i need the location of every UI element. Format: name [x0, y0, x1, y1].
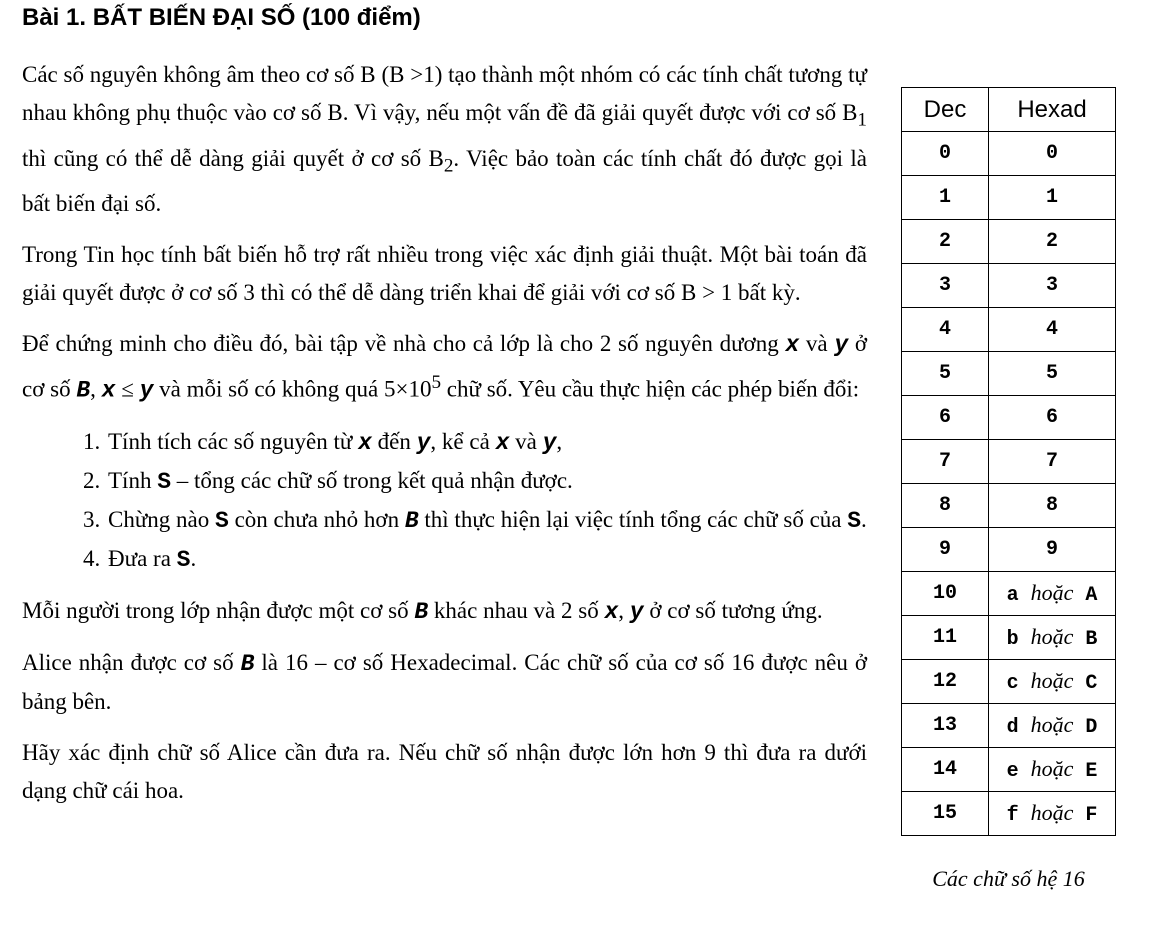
table-header-row: [902, 88, 1116, 132]
step-1: 1. Tính tích các số nguyên từ x đến y, kể cả x và y,: [106, 423, 867, 462]
hex-cell: 1: [989, 176, 1116, 220]
hex-lower: d: [1006, 716, 1019, 739]
hex-cell: [989, 660, 1116, 704]
hex-cell: 4: [989, 308, 1116, 352]
step-3: 3. Chừng nào S còn chưa nhỏ hơn B thì thực hiện lại việc tính tổng các chữ số của S.: [106, 501, 867, 540]
hoac-word: hoặc: [1030, 756, 1074, 781]
hex-cell: 9: [989, 528, 1116, 572]
dec-cell: 5: [902, 352, 989, 396]
hoac-word: hoặc: [1030, 580, 1074, 605]
paragraph-task: Để chứng minh cho điều đó, bài tập về nhà cho cả lớp là cho 2 số nguyên dương x và y ở cơ số B, x ≤ y và mỗi số có không quá $5\times 10^5$ chữ số. Yêu cầu thực hiện các phép biến đổi:: [22, 331, 867, 404]
table-row: [902, 264, 1116, 308]
step-2: 2. Tính S – tổng các chữ số trong kết quả nhận được.: [106, 462, 867, 501]
hex-cell: 5: [989, 352, 1116, 396]
dec-cell: 1: [902, 176, 989, 220]
table-row: [902, 176, 1116, 220]
table-body: [902, 132, 1116, 836]
header-hex: Hexad: [989, 88, 1116, 132]
dec-cell: 7: [902, 440, 989, 484]
step-4: 4. Đưa ra S.: [106, 540, 867, 579]
hex-cell: 7: [989, 440, 1116, 484]
dec-cell: 2: [902, 220, 989, 264]
problem-title: Bài 1. BẤT BIẾN ĐẠI SỐ (100 điểm): [22, 4, 421, 31]
table-row: [902, 748, 1116, 792]
dec-cell: 0: [902, 132, 989, 176]
paragraph-informatics: Trong Tin học tính bất biến hỗ trợ rất nhiều trong việc xác định giải thuật. Một bài toán đã giải quyết được ở cơ số 3 thì có thể dễ dàng triển khai để giải với cơ số B > 1 bất kỳ.: [22, 242, 867, 306]
table-row: [902, 132, 1116, 176]
hex-cell: 8: [989, 484, 1116, 528]
table-caption: Các chữ số hệ 16: [932, 866, 1085, 891]
table-row: [902, 352, 1116, 396]
table-row: [902, 396, 1116, 440]
header-dec: Dec: [902, 88, 989, 132]
table-row: [902, 308, 1116, 352]
paragraph-alice: Alice nhận được cơ số B là 16 – cơ số Hexadecimal. Các chữ số của cơ số 16 được nêu ở bảng bên.: [22, 649, 867, 714]
paragraph-intro: Các số nguyên không âm theo cơ số B (B >1) tạo thành một nhóm có các tính chất tương tự nhau không phụ thuộc vào cơ số B. Vì vậy, nếu một vấn đề đã giải quyết được với cơ số $B_1$ thì cũng có thể dễ dàng giải quyết ở cơ số $B_2$. Việc bảo toàn các tính chất đó được gọi là bất biến đại số.: [22, 62, 867, 217]
hex-lower: f: [1006, 804, 1019, 827]
hex-lower: c: [1006, 672, 1019, 695]
hex-upper: C: [1085, 672, 1098, 695]
dec-cell: 3: [902, 264, 989, 308]
hex-upper: A: [1085, 584, 1098, 607]
hex-upper: E: [1085, 760, 1098, 783]
hex-upper: D: [1085, 716, 1098, 739]
table-row: [902, 572, 1116, 616]
dec-cell: 13: [902, 704, 989, 748]
table-row: [902, 704, 1116, 748]
table-row: [902, 484, 1116, 528]
paragraph-class: Mỗi người trong lớp nhận được một cơ số B khác nhau và 2 số x, y ở cơ số tương ứng.: [22, 597, 823, 625]
hex-cell: [989, 616, 1116, 660]
dec-cell: 4: [902, 308, 989, 352]
hex-upper: B: [1085, 628, 1098, 651]
table-row: [902, 528, 1116, 572]
table-row: [902, 440, 1116, 484]
table-row: [902, 792, 1116, 836]
dec-cell: 12: [902, 660, 989, 704]
hex-digit-table: [901, 87, 1116, 836]
hex-cell: 3: [989, 264, 1116, 308]
table-row: [902, 616, 1116, 660]
hoac-word: hoặc: [1030, 624, 1074, 649]
dec-cell: 8: [902, 484, 989, 528]
hex-cell: 0: [989, 132, 1116, 176]
dec-cell: 9: [902, 528, 989, 572]
dec-cell: 15: [902, 792, 989, 836]
table-row: [902, 660, 1116, 704]
hex-lower: e: [1006, 760, 1019, 783]
hex-lower: b: [1006, 628, 1019, 651]
hoac-word: hoặc: [1030, 712, 1074, 737]
dec-cell: 10: [902, 572, 989, 616]
hex-upper: F: [1085, 804, 1098, 827]
hex-lower: a: [1006, 584, 1019, 607]
problem-body: [22, 56, 867, 823]
steps-list: [22, 423, 867, 579]
table-row: [902, 220, 1116, 264]
hoac-word: hoặc: [1030, 800, 1074, 825]
hex-cell: [989, 704, 1116, 748]
hex-cell: 2: [989, 220, 1116, 264]
hex-cell: [989, 748, 1116, 792]
hex-cell: [989, 792, 1116, 836]
dec-cell: 6: [902, 396, 989, 440]
hex-cell: 6: [989, 396, 1116, 440]
hex-cell: [989, 572, 1116, 616]
hoac-word: hoặc: [1030, 668, 1074, 693]
dec-cell: 14: [902, 748, 989, 792]
paragraph-output: Hãy xác định chữ số Alice cần đưa ra. Nếu chữ số nhận được lớn hơn 9 thì đưa ra dưới dạng chữ cái hoa.: [22, 739, 867, 803]
dec-cell: 11: [902, 616, 989, 660]
